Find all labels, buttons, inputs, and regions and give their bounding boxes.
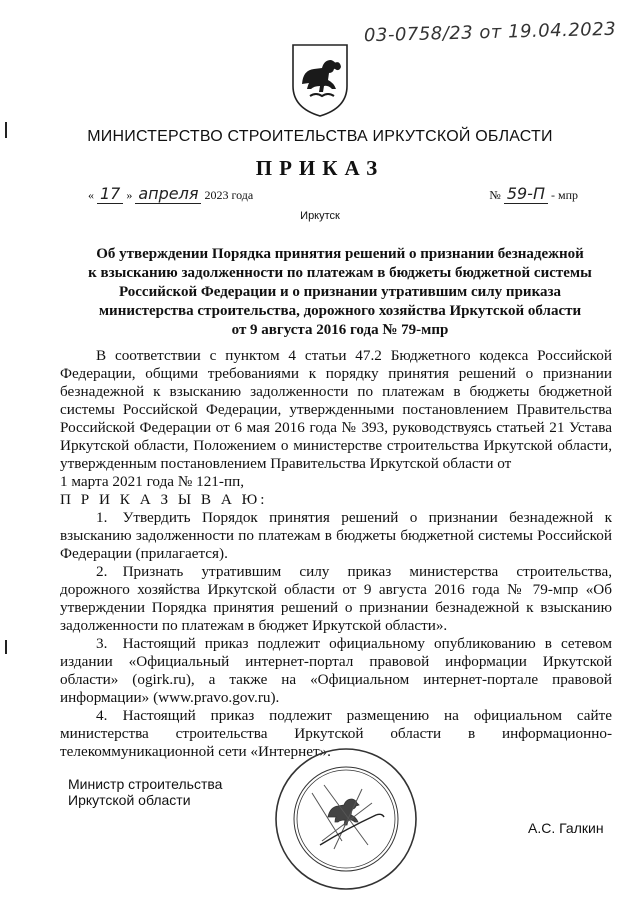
document-number	[489, 184, 578, 203]
ministry-name: МИНИСТЕРСТВО СТРОИТЕЛЬСТВА ИРКУТСКОЙ ОБЛАСТИ	[87, 128, 553, 145]
document-type-title: ПРИКАЗ	[255, 156, 385, 180]
position-line: Иркутской области	[68, 792, 191, 808]
number-suffix: - мпр	[550, 188, 578, 202]
preamble-paragraph: В соответствии с пунктом 4 статьи 47.2 Бюджетного кодекса Российской Федерации, общими требованиями к порядку принятия решений о признании безнадежной к взысканию задолженности по платежам в бюджеты бюджетной системы Российской Федерации, утвержденными постановлением Правительства Российской Федерации от 6 мая 2016 года № 393, руководствуясь статьей 21 Устава Иркутской области, Положением о министерстве строительства Иркутской области, утвержденным постановлением Правительства Иркутской области от	[60, 347, 612, 472]
order-item-4: 4. Настоящий приказ подлежит размещению на официальном сайте министерства строительства Иркутской области в информационно-телекоммуникационной сети «Интернет».	[60, 707, 612, 760]
order-item-1: 1. Утвердить Порядок принятия решений о признании безнадежной к взысканию задолженности по платежам в бюджеты бюджетной системы Российской Федерации (прилагается).	[60, 509, 612, 562]
signatory-name: А.С. Галкин	[528, 820, 604, 836]
signatory-position	[68, 776, 222, 808]
order-item-3: 3. Настоящий приказ подлежит официальному опубликованию в сетевом издании «Официальный интернет-портал правовой информации Иркутской области» (ogirk.ru), а также на «Официальном интернет-портале правовой информации» (www.pravo.gov.ru).	[60, 635, 612, 706]
date-quote-close: »	[126, 188, 133, 202]
number-prefix: №	[489, 188, 501, 202]
official-seal	[272, 745, 420, 893]
coat-of-arms-icon	[290, 42, 350, 118]
document-heading	[70, 245, 610, 340]
date-month: апреля	[135, 184, 201, 204]
registration-stamp: 03-0758/23 от 19.04.2023	[363, 18, 617, 47]
issue-city: Иркутск	[300, 210, 340, 222]
order-item-2: 2. Признать утратившим силу приказ министерства строительства, дорожного хозяйства Иркутской области от 9 августа 2016 года № 79-мпр «Об утверждении Порядка принятия решений о признании безнадежной к взысканию задолженности по платежам в бюджет Иркутской области».	[60, 563, 612, 634]
number-value: 59-П	[504, 184, 548, 204]
date-quote-open: «	[88, 188, 94, 202]
date-year: 2023 года	[204, 188, 254, 202]
heading-line: от 9 августа 2016 года № 79-мпр	[231, 322, 449, 338]
heading-line: Об утверждении Порядка принятия решений о признании безнадежной	[96, 246, 584, 262]
heading-line: к взысканию задолженности по платежам в бюджеты бюджетной системы	[88, 265, 592, 281]
document-date	[88, 184, 253, 203]
position-line: Министр строительства	[68, 776, 223, 792]
date-day: 17	[97, 184, 123, 204]
heading-line: министерства строительства, дорожного хозяйства Иркутской области	[98, 303, 582, 319]
heading-line: Российской Федерации и о признании утратившим силу приказа	[118, 284, 562, 300]
document-body	[60, 347, 612, 761]
ordered-heading: П Р И К А З Ы В А Ю:	[60, 491, 268, 508]
preamble-tail: 1 марта 2021 года № 121-пп,	[60, 473, 245, 490]
margin-mark	[5, 640, 7, 654]
